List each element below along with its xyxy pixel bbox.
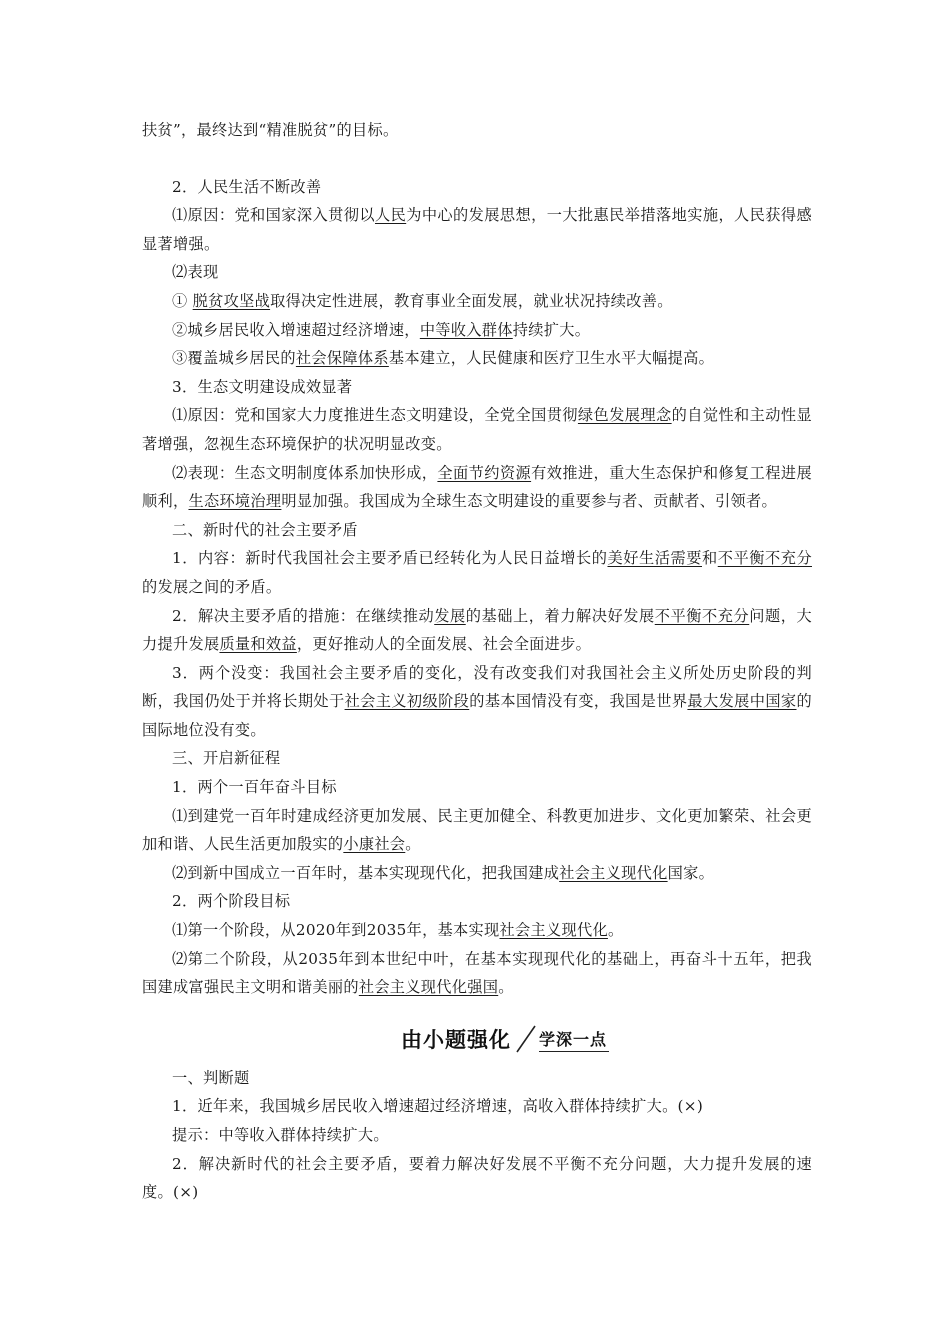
key-term: 绿色发展理念 — [577, 406, 672, 425]
paragraph-contradiction-unchanged: 3．两个没变：我国社会主要矛盾的变化，没有改变我们对我国社会主义所处历史阶段的判断，我国仍处于并将长期处于社会主义初级阶段的基本国情没有变，我国是世界最大发展中国家的国际地位没有变。 — [142, 663, 813, 739]
key-term: 社会主义现代化强国 — [358, 978, 499, 997]
key-term: 社会主义现代化 — [559, 863, 668, 882]
section-heading-ecology: 3．生态文明建设成效显著 — [172, 377, 353, 396]
key-term: 社会保障体系 — [295, 349, 389, 368]
paragraph-contradiction-measures: 2．解决主要矛盾的措施：在继续推动发展的基础上，着力解决好发展不平衡不充分问题，大力提升发展质量和效益，更好推动人的全面发展、社会全面进步。 — [142, 606, 812, 654]
list-item-people-life-2: ②城乡居民收入增速超过经济增速，中等收入群体持续扩大。 — [172, 320, 591, 339]
section-heading-quiz: 一、判断题 — [172, 1068, 250, 1087]
key-term: 不平衡不充分 — [654, 606, 750, 625]
quiz-hint-1: 提示：中等收入群体持续扩大。 — [172, 1126, 389, 1144]
slash-divider-icon — [511, 1024, 539, 1054]
section-heading-people-life: 2．人民生活不断改善 — [172, 177, 322, 196]
paragraph-stage-1: ⑴第一个阶段，从2020年到2035年，基本实现社会主义现代化。 — [172, 921, 624, 940]
key-term: 生态环境治理 — [188, 492, 282, 511]
section-heading-contradiction: 二、新时代的社会主要矛盾 — [172, 520, 358, 539]
banner-sub-text: 学深一点 — [539, 1029, 609, 1052]
list-item-people-life-1: ① 脱贫攻坚战取得决定性进展，教育事业全面发展，就业状况持续改善。 — [172, 291, 673, 310]
key-term: 中等收入群体 — [419, 320, 513, 339]
paragraph-goal-2: ⑵到新中国成立一百年时，基本实现现代化，把我国建成社会主义现代化国家。 — [172, 863, 715, 882]
key-term: 社会主义现代化 — [499, 921, 608, 940]
key-term: 小康社会 — [343, 835, 406, 854]
key-term: 社会主义初级阶段 — [344, 692, 470, 711]
key-term: 全面节约资源 — [437, 463, 532, 482]
paragraph-stage-2: ⑵第二个阶段，从2035年到本世纪中叶，在基本实现现代化的基础上，再奋斗十五年，把我国建成富强民主文明和谐美丽的社会主义现代化强国。 — [142, 949, 812, 997]
subheading-two-stage-goals: 2．两个阶段目标 — [172, 892, 291, 911]
paragraph-people-life-reason: ⑴原因：党和国家深入贯彻以人民为中心的发展思想，一大批惠民举措落地实施，人民获得感显著增强。 — [142, 206, 812, 253]
paragraph-people-life-show-label: ⑵表现 — [172, 263, 219, 282]
key-term: 最大发展中国家 — [687, 692, 797, 711]
paragraph-goal-1: ⑴到建党一百年时建成经济更加发展、民主更加健全、科教更加进步、文化更加繁荣、社会更加和谐、人民生活更加殷实的小康社会。 — [142, 806, 812, 854]
quiz-question-1: 1．近年来，我国城乡居民收入增速超过经济增速，高收入群体持续扩大。(×) — [172, 1097, 704, 1116]
banner-main-text: 由小题强化 — [401, 1027, 511, 1052]
top-fragment: 扶贫”，最终达到“精准脱贫”的目标。 — [142, 121, 399, 139]
key-term: 脱贫攻坚战 — [192, 291, 271, 310]
key-term: 美好生活需要 — [607, 549, 702, 568]
key-term: 不平衡不充分 — [717, 549, 812, 568]
quiz-question-2: 2．解决新时代的社会主要矛盾，要着力解决好发展不平衡不充分问题，大力提升发展的速度。(×) — [142, 1154, 812, 1202]
subheading-two-centenary-goals: 1．两个一百年奋斗目标 — [172, 778, 337, 797]
list-item-people-life-3: ③覆盖城乡居民的社会保障体系基本建立，人民健康和医疗卫生水平大幅提高。 — [172, 349, 715, 368]
document-body — [142, 116, 812, 1207]
section-banner — [142, 1014, 812, 1060]
paragraph-ecology-show: ⑵表现：生态文明制度体系加快形成，全面节约资源有效推进，重大生态保护和修复工程进展顺利，生态环境治理明显加强。我国成为全球生态文明建设的重要参与者、贡献者、引领者。 — [142, 463, 812, 511]
key-term: 质量和效益 — [219, 635, 297, 654]
key-term: 发展 — [434, 606, 466, 625]
paragraph-ecology-reason: ⑴原因：党和国家大力度推进生态文明建设，全党全国贯彻绿色发展理念的自觉性和主动性显著增强，忽视生态环境保护的状况明显改变。 — [142, 406, 812, 453]
banner-title — [401, 1022, 609, 1054]
section-heading-journey: 三、开启新征程 — [172, 749, 281, 768]
key-term: 人民 — [374, 206, 407, 225]
paragraph-contradiction-content: 1．内容：新时代我国社会主要矛盾已经转化为人民日益增长的美好生活需要和不平衡不充分的发展之间的矛盾。 — [142, 549, 812, 596]
